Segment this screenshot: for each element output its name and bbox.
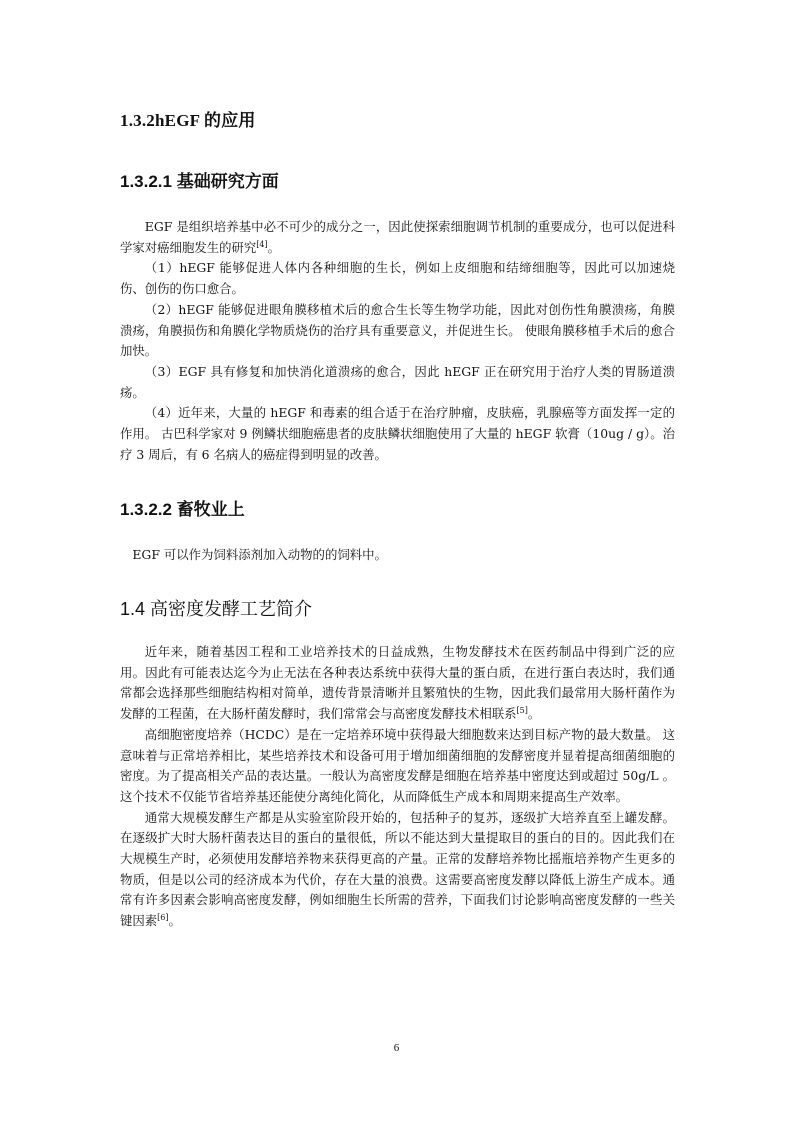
paragraph: 通常大规模发酵生产都是从实验室阶段开始的，包括种子的复苏，逐级扩大培养直至上罐发酵。在逐级扩大时大肠杆菌表达目的蛋白的量很低，所以不能达到大量提取目的蛋白的目的。因此我们在大规模生产时，必须使用发酵培养物来获得更高的产量。正常的发酵培养物比摇瓶培养物产生更多的物质，但是以公司的经济成本为代价，存在大量的浪费。这需要高密度发酵以降低上游生产成本。通常有许多因素会影响高密度发酵，例如细胞生长所需的营养，下面我们讨论影响高密度发酵的一些关键因素[6]。 [120, 809, 675, 929]
paragraph: （3）EGF 具有修复和加快消化道溃疡的愈合，因此 hEGF 正在研究用于治疗人类的胃肠道溃疡。 [120, 363, 675, 400]
paragraph: 近年来，随着基因工程和工业培养技术的日益成熟，生物发酵技术在医药制品中得到广泛的应用。因此有可能表达迄今为止无法在各种表达系统中获得大量的蛋白质，在进行蛋白表达时，我们通常都会选择那些细胞结构相对简单，遗传背景清晰并且繁殖快的生物，因此我们最常用大肠杆菌作为发酵的工程菌，在大肠杆菌发酵时，我们常常会与高密度发酵技术相联系[5]。 [120, 644, 675, 722]
paragraph: （1）hEGF 能够促进人体内各种细胞的生长，例如上皮细胞和结缔细胞等，因此可以加速烧伤、创伤的伤口愈合。 [120, 260, 675, 297]
paragraph: （4）近年来，大量的 hEGF 和毒素的组合适于在治疗肿瘤，皮肤癌，乳腺癌等方面发挥一定的作用。 古巴科学家对 9 例鳞状细胞癌患者的皮肤鳞状细胞使用了大量的 hEGF 软膏（10ug / g）。治疗 3 周后，有 6 名病人的癌症得到明显的改善。 [120, 405, 675, 462]
heading-1-3-2: 1.3.2hEGF 的应用 [120, 111, 256, 130]
page-number: 6 [393, 1042, 400, 1054]
paragraph: 高细胞密度培养（HCDC）是在一定培养环境中获得最大细胞数来达到目标产物的最大数量。 这意味着与正常培养相比，某些培养技术和设备可用于增加细菌细胞的发酵密度并显着提高细菌细胞的密度。为了提高相关产品的表达量。一般认为高密度发酵是细胞在培养基中密度达到或超过 50g/L 。这个技术不仅能节省培养基还能使分离纯化简化，从而降低生产成本和周期来提高生产效率。 [120, 726, 675, 804]
citation: [4] [256, 239, 268, 249]
paragraph: EGF 可以作为饲料添剂加入动物的的饲料中。 [132, 547, 387, 562]
heading-1-3-2-2: 1.3.2.2 畜牧业上 [120, 500, 245, 519]
heading-1-3-2-1: 1.3.2.1 基础研究方面 [120, 172, 279, 191]
section-1-4-body [120, 642, 675, 932]
citation: [6] [157, 913, 169, 923]
section-1-3-2-1-body [120, 217, 675, 465]
paragraph: （2）hEGF 能够促进眼角膜移植术后的愈合生长等生物学功能，因此对创伤性角膜溃疡，角膜溃疡，角膜损伤和角膜化学物质烧伤的治疗具有重要意义，并促进生长。 使眼角膜移植手术后的愈合加快。 [120, 301, 675, 359]
paragraph: EGF 是组织培养基中必不可少的成分之一，因此使探索细胞调节机制的重要成分，也可以促进科学家对癌细胞发生的研究[4]。 [120, 219, 675, 255]
heading-1-4: 1.4 高密度发酵工艺简介 [120, 599, 313, 619]
citation: [5] [516, 706, 528, 716]
section-1-3-2-2-body [120, 545, 675, 566]
